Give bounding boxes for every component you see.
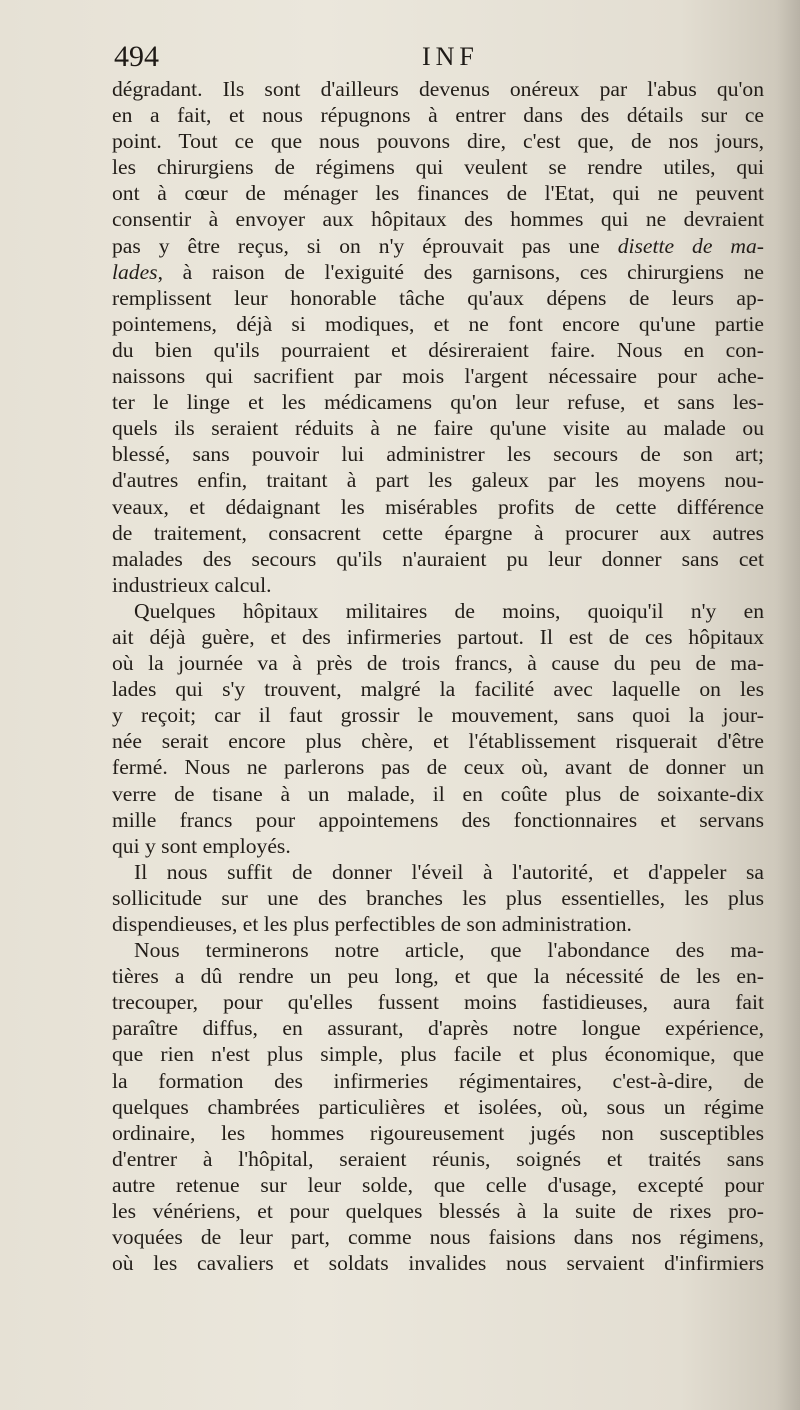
line-text: veaux, et dédaignant les misérables profits de cette différence — [112, 494, 764, 519]
text-line — [112, 285, 764, 311]
text-line — [112, 76, 764, 102]
line-text: Il nous suffit de donner l'éveil à l'autorité, et d'appeler sa — [134, 859, 764, 884]
text-line — [112, 1224, 764, 1250]
text-line — [112, 415, 764, 441]
text-line — [112, 233, 764, 259]
text-line — [112, 937, 764, 963]
line-text: autre retenue sur leur solde, que celle d'usage, excepté pour — [112, 1172, 764, 1197]
text-line — [112, 467, 764, 493]
text-line — [112, 885, 764, 911]
line-text: y reçoit; car il faut grossir le mouvement, sans quoi la jour- — [112, 703, 764, 728]
text-line — [112, 259, 764, 285]
line-text: pas y être reçus, si on n'y éprouvait pas une — [112, 233, 600, 258]
line-text: ordinaire, les hommes rigoureusement jugés non susceptibles — [112, 1120, 764, 1145]
text-line — [112, 1250, 764, 1276]
text-line — [112, 128, 764, 154]
text-line — [112, 598, 764, 624]
line-text: voquées de leur part, comme nous faisions dans nos régimens, — [112, 1225, 764, 1250]
line-text: quelques chambrées particulières et isolées, où, sous un régime — [112, 1094, 764, 1119]
line-text: paraître diffus, en assurant, d'après notre longue expérience, — [112, 1016, 764, 1041]
text-line — [112, 1120, 764, 1146]
text-line — [112, 1198, 764, 1224]
line-text: , à raison de l'exiguité des garnisons, ces chirurgiens ne — [157, 259, 764, 284]
text-line — [112, 728, 764, 754]
text-line — [112, 102, 764, 128]
text-line — [112, 989, 764, 1015]
line-text: ait déjà guère, et des infirmeries partout. Il est de ces hôpitaux — [112, 624, 764, 649]
line-text: lades qui s'y trouvent, malgré la facilité avec laquelle on les — [112, 677, 764, 702]
line-text: verre de tisane à un malade, il en coûte plus de soixante-dix — [112, 781, 764, 806]
text-line — [112, 1146, 764, 1172]
text-line — [112, 833, 764, 859]
line-text: pointemens, déjà si modiques, et ne font encore qu'une partie — [112, 311, 764, 336]
text-line — [112, 1094, 764, 1120]
line-text: point. Tout ce que nous pouvons dire, c'est que, de nos jours, — [112, 129, 764, 154]
line-text: blessé, sans pouvoir lui administrer les secours de son art; — [112, 442, 764, 467]
line-text: malades des secours qu'ils n'auraient pu leur donner sans cet — [112, 546, 764, 571]
line-text: qui y sont employés. — [112, 833, 291, 858]
running-head — [112, 40, 760, 80]
text-line — [112, 650, 764, 676]
line-text: dispendieuses, et les plus perfectibles de son administration. — [112, 912, 632, 936]
page-number: 494 — [114, 40, 159, 73]
line-text: sollicitude sur une des branches les plus essentielles, les plus — [112, 885, 764, 910]
text-line — [112, 1041, 764, 1067]
body-text — [112, 76, 764, 1276]
line-text: fermé. Nous ne parlerons pas de ceux où, avant de donner un — [112, 755, 764, 780]
text-line — [112, 546, 764, 572]
line-text: d'autres enfin, traitant à part les galeux par les moyens nou- — [112, 468, 764, 493]
line-text: d'entrer à l'hôpital, seraient réunis, soignés et traités sans — [112, 1146, 764, 1171]
line-text: que rien n'est plus simple, plus facile et plus économique, que — [112, 1042, 764, 1067]
text-line — [112, 337, 764, 363]
line-text: en a fait, et nous répugnons à entrer dans des détails sur ce — [112, 103, 764, 128]
italic-text: lades — [112, 259, 158, 284]
text-line — [112, 1172, 764, 1198]
text-line — [112, 520, 764, 546]
line-text: les chirurgiens de régimens qui veulent se rendre utiles, qui — [112, 155, 764, 180]
text-line — [112, 624, 764, 650]
text-line — [112, 363, 764, 389]
line-text: où les cavaliers et soldats invalides nous servaient d'infirmiers — [112, 1251, 764, 1276]
running-title: INF — [422, 42, 479, 71]
text-line — [112, 494, 764, 520]
line-text: Nous terminerons notre article, que l'abondance des ma- — [134, 938, 764, 963]
text-line — [112, 389, 764, 415]
text-line — [112, 754, 764, 780]
line-text: mille francs pour appointemens des fonctionnaires et servans — [112, 807, 764, 832]
line-text: où la journée va à près de trois francs, à cause du peu de ma- — [112, 651, 764, 676]
line-text: Quelques hôpitaux militaires de moins, quoiqu'il n'y en — [134, 598, 764, 623]
line-text: industrieux calcul. — [112, 572, 272, 597]
text-line — [112, 572, 764, 598]
italic-text: disette de ma- — [617, 233, 764, 258]
line-text: tières a dû rendre un peu long, et que la nécessité de les en- — [112, 964, 764, 989]
line-text: la formation des infirmeries régimentaires, c'est-à-dire, de — [112, 1068, 764, 1093]
text-line — [112, 154, 764, 180]
line-text: de traitement, consacrent cette épargne à procurer aux autres — [112, 520, 764, 545]
line-text: les vénériens, et pour quelques blessés à la suite de rixes pro- — [112, 1199, 764, 1224]
text-line — [112, 311, 764, 337]
line-text: remplissent leur honorable tâche qu'aux dépens de leurs ap- — [112, 285, 764, 310]
text-line — [112, 963, 764, 989]
line-text: dégradant. Ils sont d'ailleurs devenus onéreux par l'abus qu'on — [112, 77, 764, 101]
text-line — [112, 1015, 764, 1041]
text-line — [112, 676, 764, 702]
line-text: ter le linge et les médicamens qu'on leur refuse, et sans les- — [112, 390, 764, 415]
line-text: naissons qui sacrifient par mois l'argent nécessaire pour ache- — [112, 364, 764, 389]
text-line — [112, 441, 764, 467]
text-line — [112, 180, 764, 206]
text-line — [112, 859, 764, 885]
text-line — [112, 781, 764, 807]
line-text: née serait encore plus chère, et l'établissement risquerait d'être — [112, 729, 764, 754]
text-line — [112, 702, 764, 728]
text-line — [112, 911, 764, 937]
line-text: du bien qu'ils pourraient et désireraient faire. Nous en con- — [112, 337, 764, 362]
text-line — [112, 1068, 764, 1094]
line-text: quels ils seraient réduits à ne faire qu'une visite au malade ou — [112, 416, 764, 441]
line-text: consentir à envoyer aux hôpitaux des hommes qui ne devraient — [112, 207, 764, 232]
line-text: trecouper, pour qu'elles fussent moins fastidieuses, aura fait — [112, 990, 764, 1015]
line-text: ont à cœur de ménager les finances de l'Etat, qui ne peuvent — [112, 181, 764, 206]
text-line — [112, 807, 764, 833]
text-line — [112, 206, 764, 232]
